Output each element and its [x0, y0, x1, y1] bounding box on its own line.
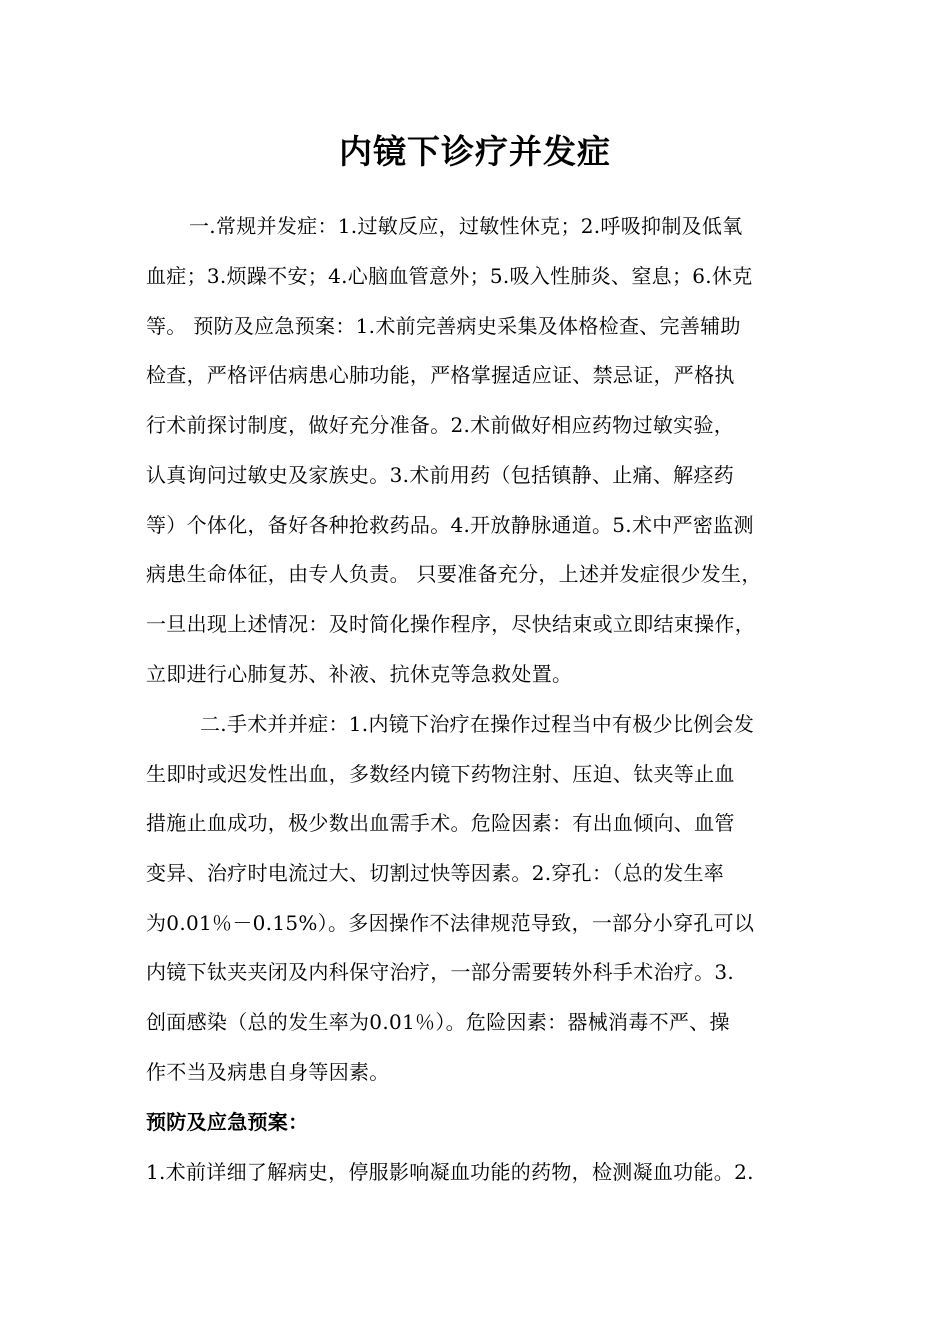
paragraph-line: 内镜下钛夹夹闭及内科保守治疗，一部分需要转外科手术治疗。3. — [146, 960, 735, 984]
paragraph-line: 为0.01％－0.15%）。多因操作不法律规范导致，一部分小穿孔可以 — [146, 911, 755, 935]
paragraph-line: 检查，严格评估病患心肺功能，严格掌握适应证、禁忌证，严格执 — [146, 363, 735, 387]
paragraph-line: 血症；3.烦躁不安；4.心脑血管意外；5.吸入性肺炎、窒息；6.休克 — [146, 264, 753, 288]
paragraph-line: 变异、治疗时电流过大、切割过快等因素。2.穿孔：（总的发生率 — [146, 861, 725, 885]
paragraph-line: 认真询问过敏史及家族史。3.术前用药（包括镇静、止痛、解痉药 — [146, 463, 735, 487]
paragraph-line: 一旦出现上述情况：及时简化操作程序，尽快结束或立即结束操作， — [146, 612, 755, 636]
section-heading: 预防及应急预案： — [146, 1110, 309, 1134]
paragraph-line: 立即进行心肺复苏、补液、抗休克等急救处置。 — [146, 662, 573, 686]
paragraph-line: 二.手术并并症：1.内镜下治疗在操作过程当中有极少比例会发 — [200, 712, 755, 736]
paragraph-line: 等）个体化，备好各种抢救药品。4.开放静脉通道。5.术中严密监测 — [146, 513, 754, 537]
paragraph-line: 措施止血成功，极少数出血需手术。危险因素：有出血倾向、血管 — [146, 811, 735, 835]
paragraph-line: 作不当及病患自身等因素。 — [146, 1060, 390, 1084]
paragraph-line: 创面感染（总的发生率为0.01％）。危险因素：器械消毒不严、操 — [146, 1010, 730, 1034]
paragraph-line: 行术前探讨制度，做好充分准备。2.术前做好相应药物过敏实验， — [146, 413, 735, 437]
paragraph-line: 等。 预防及应急预案：1.术前完善病史采集及体格检查、完善辅助 — [146, 314, 741, 338]
document-title: 内镜下诊疗并发症 — [339, 132, 611, 171]
paragraph-line: 一.常规并发症：1.过敏反应，过敏性休克；2.呼吸抑制及低氧 — [189, 214, 743, 238]
paragraph-line: 病患生命体征，由专人负责。 只要准备充分，上述并发症很少发生， — [146, 562, 762, 586]
paragraph-line: 生即时或迟发性出血，多数经内镜下药物注射、压迫、钛夹等止血 — [146, 762, 735, 786]
paragraph-line: 1.术前详细了解病史，停服影响凝血功能的药物，检测凝血功能。2. — [146, 1160, 754, 1184]
